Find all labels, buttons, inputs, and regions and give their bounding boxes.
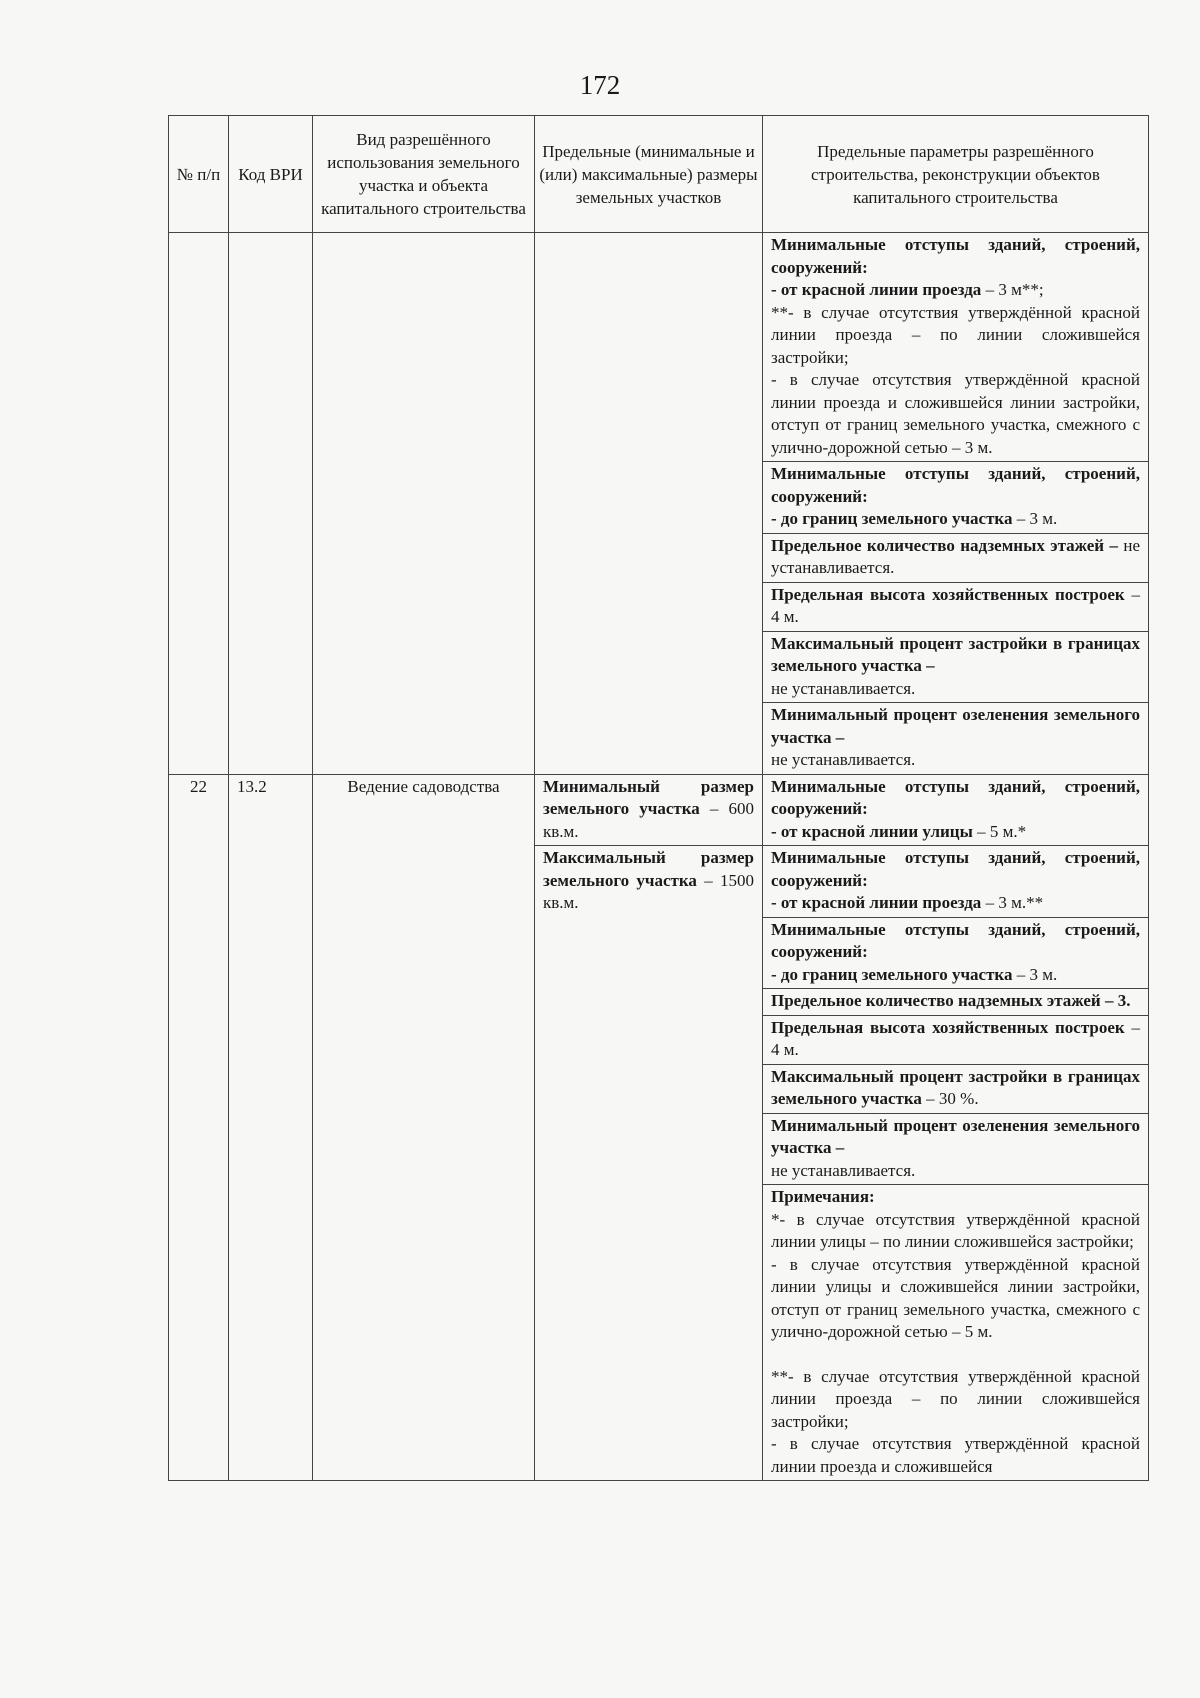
param-block <box>763 462 1148 534</box>
param-title: Минимальные отступы зданий, строений, сооружений: <box>771 464 1140 506</box>
param-value: не устанавливается. <box>771 750 916 769</box>
header-kind: Вид разрешённого использования земельного участка и объекта капитального строительства <box>313 116 535 233</box>
param-block <box>763 703 1148 774</box>
param-title: Минимальные отступы зданий, строений, сооружений: <box>771 776 1140 818</box>
param-value: – 4 м. <box>771 584 1141 626</box>
page-number: 172 <box>579 70 621 100</box>
param-title: Минимальные отступы зданий, строений, сооружений: <box>771 848 1140 890</box>
param-value: – 3 м. <box>1012 509 1058 528</box>
header-num: № п/п <box>169 116 229 233</box>
param-block <box>763 1016 1148 1065</box>
notes-block <box>763 1185 1148 1480</box>
cell-code-empty <box>229 233 313 775</box>
size-title: Максимальный размер земельного участка <box>543 848 754 890</box>
table-row-22 <box>169 774 1149 1481</box>
param-block <box>763 918 1148 990</box>
size-block <box>535 846 762 917</box>
param-subtitle: - от красной линии проезда <box>771 280 982 299</box>
note-line <box>771 1344 1140 1366</box>
param-value: – 4 м. <box>771 1017 1141 1059</box>
param-title: Минимальный процент озеленения земельного участка – <box>771 1115 1140 1157</box>
param-note: **- в случае отсутствия утверждённой красной линии проезда – по линии сложившейся застройки; <box>771 302 1140 367</box>
cell-sizes <box>535 774 763 1481</box>
param-title: Максимальный процент застройки в границах земельного участка – <box>771 633 1140 675</box>
size-value: – 600 кв.м. <box>543 799 754 841</box>
cell-num <box>169 774 229 1481</box>
cell-params <box>763 774 1149 1481</box>
vri-code: 13.2 <box>237 776 267 796</box>
param-value: не устанавливается. <box>771 678 916 698</box>
header-params: Предельные параметры разрешённого строительства, реконструкции объектов капитального строительства <box>763 116 1149 233</box>
param-value: – 3 м. <box>1012 964 1058 984</box>
row-number: 22 <box>190 776 207 796</box>
param-title: Предельное количество надземных этажей – 3. <box>771 991 1131 1010</box>
param-note: - в случае отсутствия утверждённой красной линии проезда и сложившейся линии застройки, отступ от границ земельного участка, смежного с улично-дорожной сетью – 3 м. <box>771 370 1140 457</box>
param-value: – 3 м**; <box>981 280 1044 299</box>
param-subtitle: - от красной линии проезда <box>771 893 982 912</box>
param-title: Максимальный процент застройки в границах земельного участка <box>771 1066 1140 1108</box>
cell-kind-empty <box>313 233 535 775</box>
param-block <box>763 583 1148 632</box>
param-title: Предельная высота хозяйственных построек <box>771 584 1125 604</box>
note-line: *- в случае отсутствия утверждённой красной линии улицы – по линии сложившейся застройки; <box>771 1209 1140 1251</box>
table-header-row <box>169 116 1149 233</box>
cell-kind <box>313 774 535 1481</box>
header-sizes: Предельные (минимальные и (или) максимальные) размеры земельных участков <box>535 116 763 233</box>
header-code: Код ВРИ <box>229 116 313 233</box>
notes-title: Примечания: <box>771 1187 875 1206</box>
param-title: Минимальные отступы зданий, строений, сооружений: <box>771 235 1140 277</box>
param-title: Минимальные отступы зданий, строений, сооружений: <box>771 919 1140 961</box>
param-value: – 30 %. <box>921 1089 979 1108</box>
param-block <box>763 775 1148 847</box>
param-block <box>763 233 1148 462</box>
param-value: – 5 м.* <box>972 821 1027 841</box>
param-block <box>763 1065 1148 1114</box>
param-block <box>763 846 1148 918</box>
regulations-table <box>168 115 1149 1481</box>
size-title: Минимальный размер земельного участка <box>543 776 754 818</box>
param-value: – 3 м.** <box>981 893 1044 912</box>
param-title: Предельное количество надземных этажей – <box>771 535 1118 555</box>
cell-sizes-empty <box>535 233 763 775</box>
note-line: **- в случае отсутствия утверждённой красной линии проезда – по линии сложившейся застройки; <box>771 1366 1140 1431</box>
table-row-continued <box>169 233 1149 775</box>
param-block <box>763 534 1148 583</box>
param-title: Минимальный процент озеленения земельного участка – <box>771 705 1140 747</box>
cell-num-empty <box>169 233 229 775</box>
param-block <box>763 1114 1148 1186</box>
note-line: - в случае отсутствия утверждённой красной линии улицы и сложившейся линии застройки, отступ от границ земельного участка, смежного с улично-дорожной сетью – 5 м. <box>771 1254 1140 1341</box>
param-value: не устанавливается. <box>771 535 1140 577</box>
cell-params <box>763 233 1149 775</box>
size-value: – 1500 кв.м. <box>543 870 754 912</box>
use-kind: Ведение садоводства <box>347 776 500 796</box>
param-subtitle: - до границ земельного участка <box>771 964 1013 984</box>
param-subtitle: - до границ земельного участка <box>771 509 1013 528</box>
cell-code <box>229 774 313 1481</box>
param-block <box>763 989 1148 1016</box>
param-block <box>763 632 1148 704</box>
size-block <box>535 775 762 847</box>
param-subtitle: - от красной линии улицы <box>771 821 973 841</box>
param-value: не устанавливается. <box>771 1160 916 1180</box>
param-title: Предельная высота хозяйственных построек <box>771 1017 1125 1037</box>
note-line: - в случае отсутствия утверждённой красной линии проезда и сложившейся <box>771 1434 1140 1476</box>
